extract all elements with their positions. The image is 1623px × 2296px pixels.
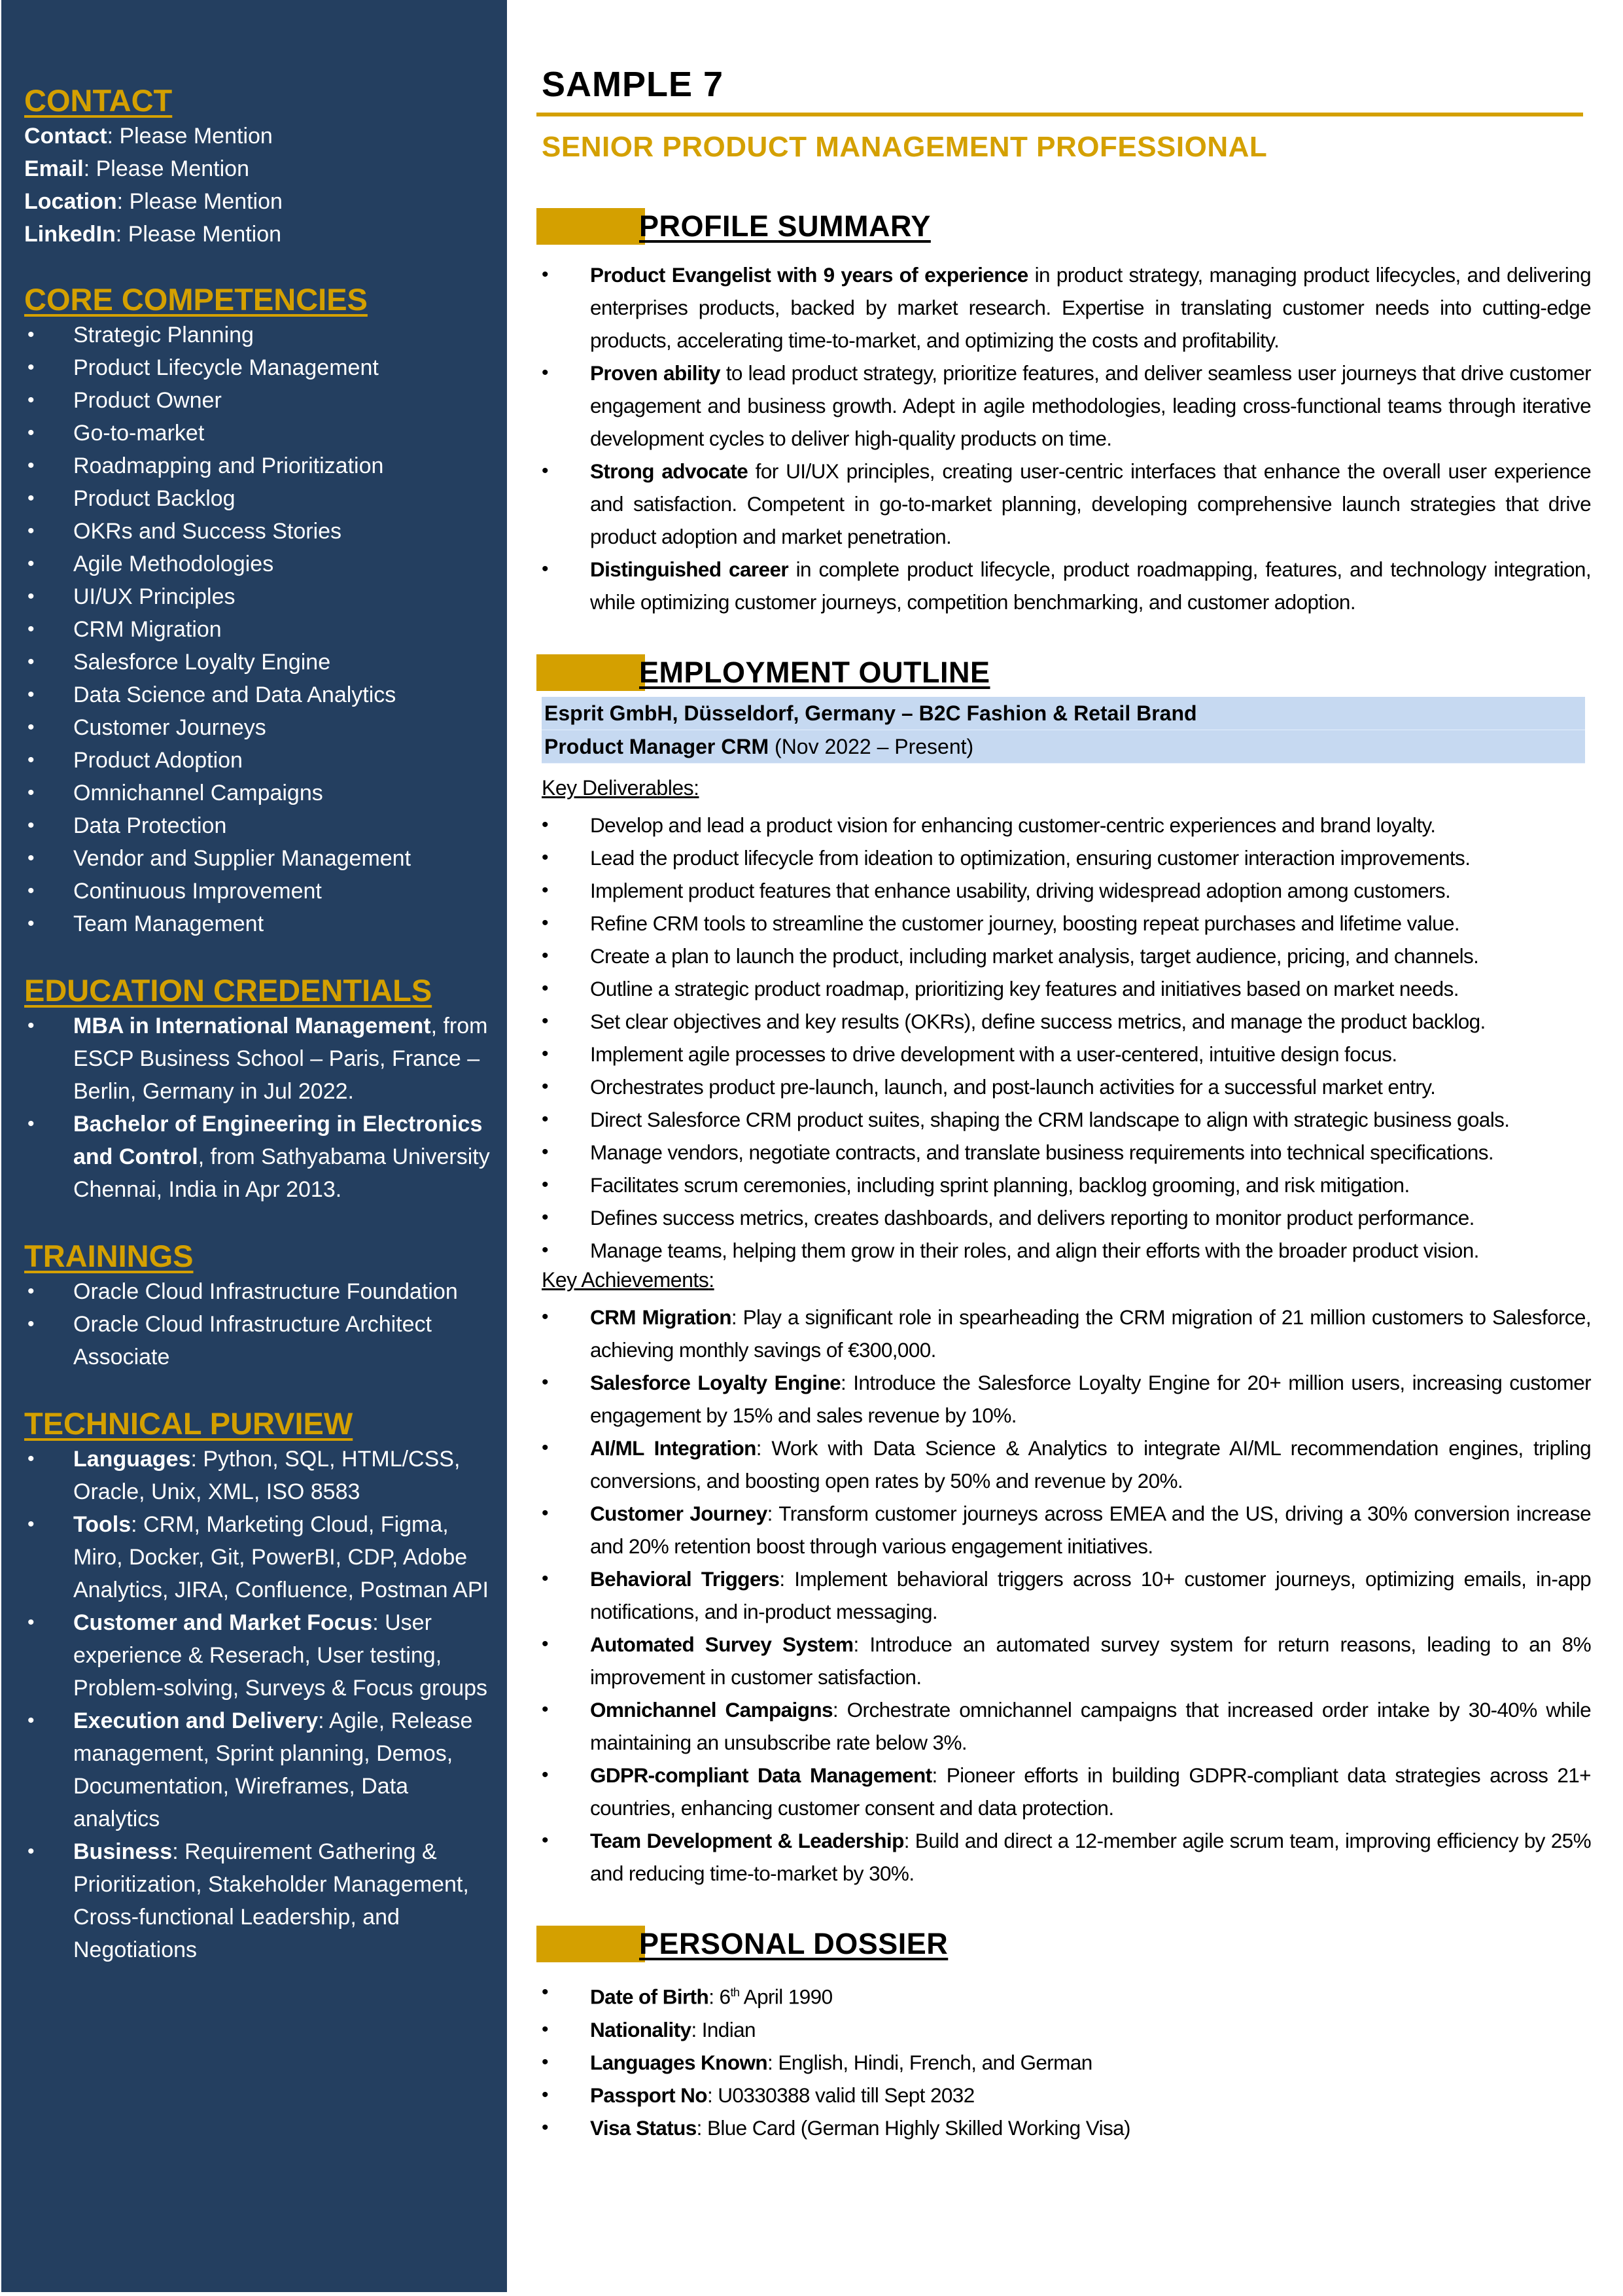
deliverable-item <box>536 1136 1591 1169</box>
dossier-item-label: Passport No <box>590 2083 707 2107</box>
technical-section <box>24 1405 495 1966</box>
competency-item <box>24 548 495 580</box>
section-marker-block <box>536 654 645 691</box>
technical-item-label: Languages <box>73 1447 191 1472</box>
bullet-icon: • <box>27 455 35 476</box>
achievement-item-label: Automated Survey System <box>590 1633 854 1656</box>
contact-section <box>24 82 495 251</box>
section-marker-block <box>536 1926 645 1962</box>
training-item-text: Oracle Cloud Infrastructure Foundation <box>73 1279 458 1304</box>
deliverable-item-text: Manage vendors, negotiate contracts, and translate business requirements into technical specifications. <box>590 1140 1494 1164</box>
achievement-item <box>536 1563 1591 1628</box>
competency-item <box>24 580 495 613</box>
deliverable-item-text: Create a plan to launch the product, including market analysis, target audience, pricing, and channels. <box>590 944 1479 968</box>
achievement-item <box>536 1693 1591 1759</box>
bullet-icon: • <box>542 2051 548 2073</box>
personal-dossier-heading: PERSONAL DOSSIER <box>639 1927 949 1960</box>
job-title: Product Manager CRM <box>544 735 769 758</box>
competency-item <box>24 646 495 679</box>
profile-item-label: Proven ability <box>590 361 720 385</box>
dob-ordinal: th <box>730 1986 740 1999</box>
employment-header <box>536 654 1583 692</box>
bullet-icon: • <box>27 684 35 705</box>
contact-location-label: Location <box>24 189 117 214</box>
dossier-item <box>536 2111 1591 2144</box>
bullet-icon: • <box>27 389 35 411</box>
competency-item-text: Product Backlog <box>73 486 236 511</box>
job-period: (Nov 2022 – Present) <box>769 735 974 758</box>
competency-item-text: OKRs and Success Stories <box>73 519 342 544</box>
bullet-icon: • <box>27 847 35 869</box>
achievement-item-label: Salesforce Loyalty Engine <box>590 1371 841 1394</box>
bullet-icon: • <box>542 847 548 868</box>
contact-phone-label: Contact <box>24 124 107 149</box>
bullet-icon: • <box>542 1010 548 1032</box>
dob-rest: April 1990 <box>739 1985 833 2009</box>
competency-item <box>24 908 495 940</box>
competencies-section <box>24 281 495 940</box>
contact-location-value: : Please Mention <box>116 189 283 214</box>
education-item-detail: , from ESCP Business School – Paris, France – Berlin, Germany in Jul 2022. <box>73 1014 488 1104</box>
deliverable-item <box>536 874 1591 907</box>
bullet-icon: • <box>27 586 35 607</box>
bullet-icon: • <box>27 553 35 574</box>
competency-item <box>24 613 495 646</box>
achievement-item <box>536 1759 1591 1824</box>
competency-item <box>24 384 495 417</box>
technical-item-label: Business <box>73 1839 173 1864</box>
dossier-item-detail: : Indian <box>691 2017 756 2041</box>
personal-dossier-list <box>536 1976 1591 2144</box>
contact-linkedin-value: : Please Mention <box>115 222 282 247</box>
bullet-icon: • <box>27 1015 35 1036</box>
training-item-text: Oracle Cloud Infrastructure Architect Associate <box>73 1312 432 1369</box>
key-deliverables-colon: : <box>693 776 699 800</box>
bullet-icon: • <box>542 945 548 966</box>
profile-item-detail: in complete product lifecycle, product roadmapping, features, and technology integration, while optimizing customer journeys, competition benchmarking, and customer adoption. <box>590 557 1591 614</box>
deliverable-item-text: Defines success metrics, creates dashboards, and delivers reporting to monitor product performance. <box>590 1206 1475 1229</box>
bullet-icon: • <box>542 1437 548 1458</box>
deliverable-item <box>536 841 1591 874</box>
deliverable-item <box>536 1201 1591 1234</box>
bullet-icon: • <box>27 1513 35 1535</box>
contact-linkedin <box>24 218 495 251</box>
profile-item-label: Distinguished career <box>590 557 789 581</box>
bullet-icon: • <box>27 1113 35 1135</box>
bullet-icon: • <box>542 460 548 482</box>
technical-item-detail: : Agile, Release management, Sprint planning, Demos, Documentation, Wireframes, Data analytics <box>73 1708 473 1831</box>
key-deliverables-text: Key Deliverables <box>542 776 694 800</box>
training-item <box>24 1308 495 1373</box>
deliverable-item-text: Lead the product lifecycle from ideation to optimization, ensuring customer interaction improvements. <box>590 846 1471 870</box>
technical-item-detail: : Requirement Gathering & Prioritization, Stakeholder Management, Cross-functional Leadership, and Negotiations <box>73 1839 469 1962</box>
competency-item-text: Product Adoption <box>73 748 243 773</box>
bullet-icon: • <box>542 1141 548 1163</box>
achievement-item-label: GDPR-compliant Data Management <box>590 1763 932 1787</box>
competency-item-text: Team Management <box>73 911 264 936</box>
bullet-icon: • <box>27 880 35 902</box>
deliverable-item-text: Develop and lead a product vision for enhancing customer-centric experiences and brand loyalty. <box>590 813 1436 837</box>
dossier-item-detail: : English, Hindi, French, and German <box>767 2050 1092 2074</box>
deliverable-item-text: Manage teams, helping them grow in their roles, and align their efforts with the broader product vision. <box>590 1239 1479 1262</box>
bullet-icon: • <box>542 1306 548 1328</box>
achievement-item-label: AI/ML Integration <box>590 1436 756 1460</box>
achievement-item-label: Customer Journey <box>590 1502 767 1525</box>
key-achievements-text: Key Achievements <box>542 1268 709 1292</box>
bullet-icon: • <box>27 782 35 804</box>
achievement-item-label: CRM Migration <box>590 1305 731 1329</box>
deliverable-item-text: Facilitates scrum ceremonies, including sprint planning, backlog grooming, and risk mitigation. <box>590 1173 1410 1197</box>
competency-item-text: Customer Journeys <box>73 715 266 740</box>
profile-summary-heading: PROFILE SUMMARY <box>639 209 931 243</box>
competency-item <box>24 417 495 450</box>
bullet-icon: • <box>542 1207 548 1228</box>
bullet-icon: • <box>27 749 35 771</box>
key-achievements-list <box>536 1301 1591 1890</box>
deliverable-item <box>536 907 1591 940</box>
personal-dossier-header <box>536 1926 1583 1964</box>
competency-item <box>24 744 495 777</box>
achievement-item-label: Team Development & Leadership <box>590 1829 904 1852</box>
competency-item <box>24 875 495 908</box>
achievement-item-detail: : Introduce an automated survey system for return reasons, leading to an 8% improvement in customer satisfaction. <box>590 1633 1591 1689</box>
bullet-icon: • <box>27 324 35 345</box>
competency-item <box>24 450 495 482</box>
sidebar-content <box>24 82 495 2000</box>
technical-item <box>24 1508 495 1606</box>
achievement-item-detail: : Play a significant role in spearheading the CRM migration of 21 million customers to Salesforce, achieving monthly savings of €300,000. <box>590 1305 1591 1362</box>
competency-item-text: Data Science and Data Analytics <box>73 682 396 707</box>
competencies-heading: CORE COMPETENCIES <box>24 282 368 317</box>
dossier-item-detail: : Blue Card (German Highly Skilled Working Visa) <box>696 2115 1130 2140</box>
profile-item-label: Product Evangelist with 9 years of experience <box>590 263 1028 287</box>
competency-item-text: UI/UX Principles <box>73 584 236 609</box>
deliverable-item <box>536 972 1591 1005</box>
education-item-detail: , from Sathyabama University Chennai, India in Apr 2013. <box>73 1144 490 1202</box>
competency-item <box>24 351 495 384</box>
contact-linkedin-label: LinkedIn <box>24 222 116 247</box>
technical-item-detail: : CRM, Marketing Cloud, Figma, Miro, Docker, Git, PowerBI, CDP, Adobe Analytics, JIRA, Confluence, Postman API <box>73 1512 489 1602</box>
competency-item-text: Roadmapping and Prioritization <box>73 453 384 478</box>
technical-item-label: Tools <box>73 1512 131 1537</box>
dossier-item-label: Languages Known <box>590 2050 768 2074</box>
bullet-icon: • <box>542 1699 548 1720</box>
contact-heading: CONTACT <box>24 83 173 118</box>
bullet-icon: • <box>27 815 35 836</box>
education-heading: EDUCATION CREDENTIALS <box>24 973 432 1008</box>
bullet-icon: • <box>542 912 548 934</box>
achievement-item <box>536 1366 1591 1432</box>
sidebar <box>1 0 507 2292</box>
bullet-icon: • <box>542 2018 548 2040</box>
dossier-item <box>536 2079 1591 2111</box>
trainings-list <box>24 1275 495 1373</box>
key-achievements-label <box>542 1268 714 1292</box>
bullet-icon: • <box>542 2116 548 2138</box>
profile-item <box>536 357 1591 455</box>
deliverable-item <box>536 1169 1591 1201</box>
technical-item <box>24 1443 495 1508</box>
profile-item-label: Strong advocate <box>590 459 748 483</box>
technical-item-label: Execution and Delivery <box>73 1708 319 1733</box>
achievement-item-detail: : Orchestrate omnichannel campaigns that increased order intake by 30-40% while maintaining an unsubscribe rate below 3%. <box>590 1698 1591 1754</box>
bullet-icon: • <box>27 1612 35 1633</box>
competency-item-text: Product Lifecycle Management <box>73 355 379 380</box>
competency-item <box>24 319 495 351</box>
achievement-item-label: Omnichannel Campaigns <box>590 1698 833 1722</box>
competency-item <box>24 482 495 515</box>
bullet-icon: • <box>542 1981 548 2003</box>
bullet-icon: • <box>27 1280 35 1302</box>
bullet-icon: • <box>542 264 548 285</box>
profile-item <box>536 258 1591 357</box>
profile-item-detail: in product strategy, managing product lifecycles, and delivering enterprises products, backed by market research. Expertise in translating customer needs into cutting-edge products, accelerating time-to-market, and optimizing the costs and profitability. <box>590 263 1591 352</box>
key-achievements-colon: : <box>708 1268 714 1292</box>
bullet-icon: • <box>542 1043 548 1065</box>
education-item-label: MBA in International Management <box>73 1014 431 1038</box>
education-item <box>24 1108 495 1206</box>
contact-phone <box>24 120 495 152</box>
achievement-item <box>536 1824 1591 1890</box>
achievement-item-detail: : Introduce the Salesforce Loyalty Engine for 20+ million users, increasing customer engagement by 15% and sales revenue by 10%. <box>590 1371 1592 1427</box>
competency-item-text: Go-to-market <box>73 421 205 446</box>
profile-item-detail: for UI/UX principles, creating user-centric interfaces that enhance the overall user experience and satisfaction. Competent in go-to-market planning, developing comprehensive launch strategies that drive product adoption and market penetration. <box>590 459 1591 548</box>
trainings-section <box>24 1237 495 1373</box>
bullet-icon: • <box>542 1502 548 1524</box>
bullet-icon: • <box>542 1829 548 1851</box>
achievement-item <box>536 1432 1591 1497</box>
bullet-icon: • <box>27 487 35 509</box>
trainings-heading: TRAININGS <box>24 1239 194 1273</box>
profile-item <box>536 553 1591 618</box>
dossier-item-detail: : U0330388 valid till Sept 2032 <box>707 2083 975 2107</box>
bullet-icon: • <box>542 1568 548 1589</box>
achievement-item-label: Behavioral Triggers <box>590 1567 780 1591</box>
competency-item <box>24 515 495 548</box>
employer-company <box>542 697 1585 730</box>
education-list <box>24 1010 495 1206</box>
competency-item-text: Omnichannel Campaigns <box>73 781 323 805</box>
contact-email-label: Email <box>24 156 84 181</box>
dob-day: : 6 <box>708 1985 731 2009</box>
deliverable-item <box>536 1234 1591 1267</box>
contact-location <box>24 185 495 218</box>
resume-role-title: SENIOR PRODUCT MANAGEMENT PROFESSIONAL <box>542 131 1268 163</box>
deliverable-item <box>536 1070 1591 1103</box>
bullet-icon: • <box>27 618 35 640</box>
company-name: Esprit GmbH, Düsseldorf, Germany – B2C Fashion & Retail Brand <box>544 701 1197 725</box>
deliverable-item-text: Set clear objectives and key results (OKRs), define success metrics, and manage the product backlog. <box>590 1010 1486 1033</box>
deliverable-item-text: Orchestrates product pre-launch, launch, and post-launch activities for a successful market entry. <box>590 1075 1436 1099</box>
competency-item <box>24 842 495 875</box>
technical-heading: TECHNICAL PURVIEW <box>24 1406 353 1441</box>
employment-heading: EMPLOYMENT OUTLINE <box>639 656 990 689</box>
competency-item <box>24 777 495 809</box>
competency-item <box>24 711 495 744</box>
deliverable-item <box>536 809 1591 841</box>
employer-band <box>542 697 1585 763</box>
competency-item-text: Strategic Planning <box>73 323 254 347</box>
deliverable-item <box>536 1038 1591 1070</box>
contact-email-value: : Please Mention <box>83 156 249 181</box>
technical-item-label: Customer and Market Focus <box>73 1610 373 1635</box>
technical-item <box>24 1704 495 1835</box>
competency-item-text: Data Protection <box>73 813 227 838</box>
achievement-item-detail: : Pioneer efforts in building GDPR-compliant data strategies across 21+ countries, enhancing customer consent and data protection. <box>590 1763 1591 1820</box>
deliverable-item <box>536 1103 1591 1136</box>
deliverable-item-text: Outline a strategic product roadmap, prioritizing key features and initiatives based on market needs. <box>590 977 1459 1000</box>
bullet-icon: • <box>542 558 548 580</box>
competency-item-text: Continuous Improvement <box>73 879 322 904</box>
competency-item <box>24 679 495 711</box>
bullet-icon: • <box>542 1633 548 1655</box>
dossier-item-dob <box>536 1976 1591 2013</box>
bullet-icon: • <box>27 1710 35 1731</box>
bullet-icon: • <box>27 422 35 444</box>
bullet-icon: • <box>27 716 35 738</box>
competency-item-text: Product Owner <box>73 388 222 413</box>
profile-summary-header <box>536 208 1583 246</box>
competency-item-text: Salesforce Loyalty Engine <box>73 650 331 675</box>
achievement-item <box>536 1497 1591 1563</box>
dossier-item-label: Nationality <box>590 2017 691 2041</box>
bullet-icon: • <box>27 651 35 673</box>
competency-item <box>24 809 495 842</box>
bullet-icon: • <box>542 1076 548 1097</box>
deliverable-item-text: Implement product features that enhance usability, driving widespread adoption among customers. <box>590 879 1451 902</box>
contact-email <box>24 152 495 185</box>
training-item <box>24 1275 495 1308</box>
key-deliverables-list <box>536 809 1591 1267</box>
deliverable-item <box>536 940 1591 972</box>
profile-item <box>536 455 1591 553</box>
bullet-icon: • <box>27 913 35 934</box>
competency-item-text: Vendor and Supplier Management <box>73 846 411 871</box>
bullet-icon: • <box>27 1448 35 1470</box>
employer-position <box>542 730 1585 764</box>
achievement-item-detail: : Build and direct a 12-member agile scrum team, improving efficiency by 25% and reducing time-to-market by 30%. <box>590 1829 1592 1885</box>
competency-item-text: Agile Methodologies <box>73 552 274 576</box>
contact-phone-value: : Please Mention <box>107 124 273 149</box>
achievement-item-detail: : Work with Data Science & Analytics to integrate AI/ML recommendation engines, tripling conversions, and boosting open rates by 50% and revenue by 20%. <box>590 1436 1592 1492</box>
dossier-item <box>536 2046 1591 2079</box>
achievement-item <box>536 1628 1591 1693</box>
deliverable-item-text: Implement agile processes to drive development with a user-centered, intuitive design focus. <box>590 1042 1397 1066</box>
dossier-item-label: Visa Status <box>590 2115 697 2140</box>
bullet-icon: • <box>27 357 35 378</box>
bullet-icon: • <box>27 1313 35 1335</box>
profile-summary-list <box>536 258 1591 618</box>
key-deliverables-label <box>542 776 699 800</box>
bullet-icon: • <box>542 1371 548 1393</box>
education-item-label: Bachelor of Engineering in Electronics and Control <box>73 1112 483 1169</box>
bullet-icon: • <box>542 1239 548 1261</box>
bullet-icon: • <box>542 814 548 836</box>
deliverable-item-text: Refine CRM tools to streamline the customer journey, boosting repeat purchases and lifetime value. <box>590 911 1460 935</box>
bullet-icon: • <box>542 879 548 901</box>
bullet-icon: • <box>27 1841 35 1862</box>
bullet-icon: • <box>27 520 35 542</box>
header-divider <box>536 113 1583 116</box>
education-item <box>24 1010 495 1108</box>
bullet-icon: • <box>542 1108 548 1130</box>
deliverable-item <box>536 1005 1591 1038</box>
bullet-icon: • <box>542 362 548 383</box>
resume-name: SAMPLE 7 <box>542 65 724 104</box>
bullet-icon: • <box>542 2083 548 2106</box>
achievement-item-detail: : Transform customer journeys across EMEA and the US, driving a 30% conversion increase and 20% retention boost through various engagement initiatives. <box>590 1502 1592 1558</box>
deliverable-item-text: Direct Salesforce CRM product suites, shaping the CRM landscape to align with strategic business goals. <box>590 1108 1510 1131</box>
technical-item <box>24 1606 495 1704</box>
achievement-item <box>536 1301 1591 1366</box>
bullet-icon: • <box>542 978 548 999</box>
technical-item <box>24 1835 495 1966</box>
profile-item-detail: to lead product strategy, prioritize features, and deliver seamless user journeys that drive customer engagement and business growth. Adept in agile methodologies, leading cross-functional teams through iterative development cycles to deliver high-quality products on time. <box>590 361 1592 450</box>
technical-list <box>24 1443 495 1966</box>
achievement-item-detail: : Implement behavioral triggers across 10+ customer journeys, optimizing emails, in-app notifications, and in-product messaging. <box>590 1567 1591 1623</box>
bullet-icon: • <box>542 1764 548 1786</box>
dossier-item <box>536 2013 1591 2046</box>
technical-item-detail: : User experience & Reserach, User testing, Problem-solving, Surveys & Focus groups <box>73 1610 488 1701</box>
section-marker-block <box>536 208 645 245</box>
competency-item-text: CRM Migration <box>73 617 222 642</box>
dob-label: Date of Birth <box>590 1985 709 2009</box>
education-section <box>24 972 495 1206</box>
bullet-icon: • <box>542 1174 548 1195</box>
technical-item-detail: : Python, SQL, HTML/CSS, Oracle, Unix, XML, ISO 8583 <box>73 1447 461 1504</box>
competencies-list <box>24 319 495 940</box>
